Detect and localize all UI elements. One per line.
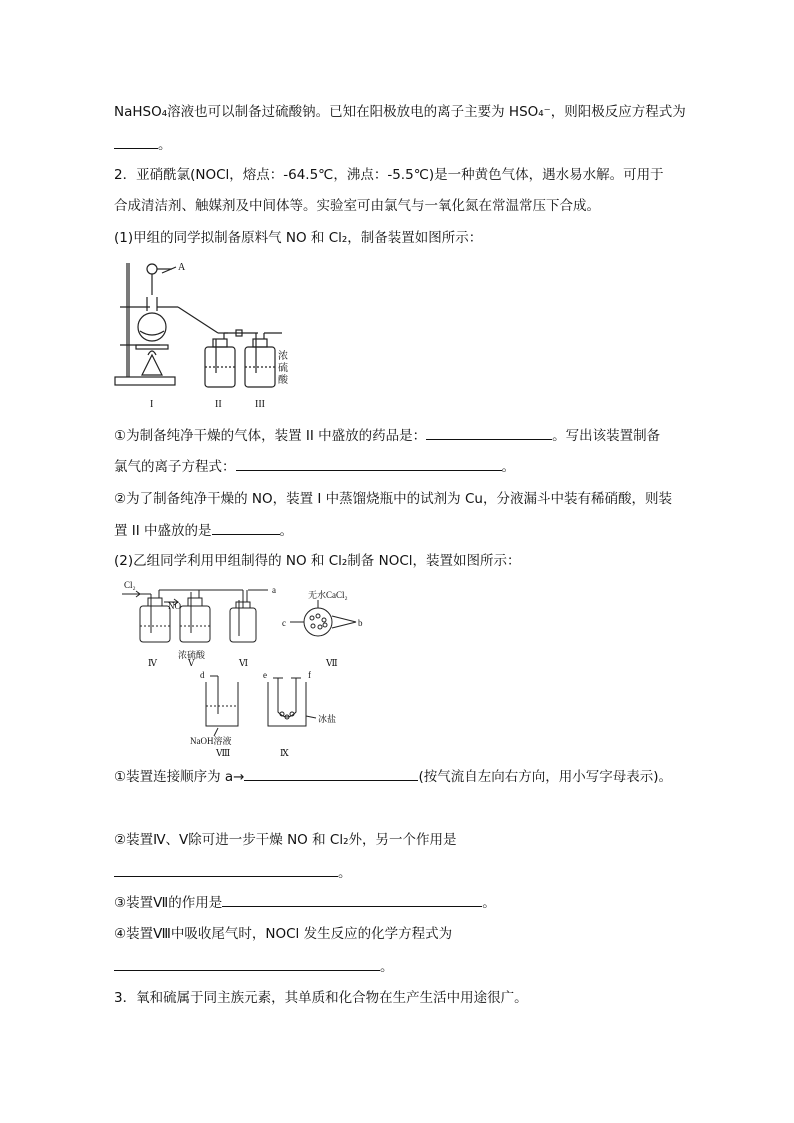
apparatus-figure-1 <box>110 255 300 415</box>
apparatus-figure-2 <box>118 578 378 760</box>
q2-1a2-text: 氯气的离子方程式： <box>114 459 236 475</box>
q2-2a-text: ①装置连接顺序为 a→ <box>114 769 245 785</box>
label-f: f <box>308 670 311 680</box>
label-acid: 浓硫酸 <box>178 650 206 660</box>
label-naoh: NaOH溶液 <box>190 736 232 746</box>
punct: 。 <box>158 137 172 153</box>
q2-1a-text: ①为制备纯净干燥的气体，装置 II 中盛放的药品是： <box>114 428 427 444</box>
q2-1b2-text: 置 II 中盛放的是 <box>114 523 212 539</box>
label-a2: a <box>272 585 276 595</box>
roman-viii: Ⅷ <box>216 748 231 758</box>
roman-iv: Ⅳ <box>148 658 157 668</box>
roman-i: I <box>150 399 154 410</box>
answer-blank[interactable] <box>426 425 552 440</box>
q2-2a-text-2: (按气流自左向右方向，用小写字母表示)。 <box>418 769 673 785</box>
q2-2a <box>114 766 672 787</box>
q2-1b: ②为了制备纯净干燥的 NO，装置 I 中蒸馏烧瓶中的试剂为 Cu，分液漏斗中装有稀硝酸，则装 <box>114 491 672 507</box>
q2-part1: (1)甲组的同学拟制备原料气 NO 和 Cl₂，制备装置如图所示： <box>114 230 483 246</box>
q3-title: 3．氧和硫属于同主族元素，其单质和化合物在生产生活中用途很广。 <box>114 990 528 1006</box>
roman-vi: Ⅵ <box>239 658 249 668</box>
answer-blank[interactable] <box>212 520 280 535</box>
q2-2c-text: ③装置Ⅶ的作用是 <box>114 895 223 911</box>
q2-1a <box>114 425 660 446</box>
answer-blank[interactable] <box>222 892 482 907</box>
q2-1a-text-2: 。写出该装置制备 <box>552 428 661 444</box>
q2-1a-2 <box>114 456 515 477</box>
q2-title: 2．亚硝酰氯(NOCl，熔点：-64.5℃，沸点：-5.5℃)是一种黄色气体，遇水易水解。可用于 <box>114 167 664 183</box>
intro-line: NaHSO₄溶液也可以制备过硫酸钠。已知在阳极放电的离子主要为 HSO₄⁻，则阳极反应方程式为 <box>114 104 686 120</box>
q2-2c <box>114 892 496 913</box>
roman-vii: Ⅶ <box>326 658 338 668</box>
intro-answer-line <box>114 134 172 155</box>
label-cacl2: 无水CaCl₂ <box>308 590 348 600</box>
acid-label-3: 酸 <box>278 375 288 386</box>
label-ice: 冰盐 <box>318 714 337 724</box>
answer-blank[interactable] <box>236 456 502 471</box>
q2-2d-2 <box>114 956 394 977</box>
label-a: A <box>178 262 186 273</box>
q2-2d: ④装置Ⅷ中吸收尾气时，NOCl 发生反应的化学方程式为 <box>114 926 453 942</box>
roman-ii: II <box>215 399 222 410</box>
q2-part2: (2)乙组同学利用甲组制得的 NO 和 Cl₂制备 NOCl，装置如图所示： <box>114 553 521 569</box>
punct: 。 <box>501 459 515 475</box>
label-b: b <box>358 618 363 628</box>
punct: 。 <box>279 523 294 539</box>
apparatus-1-drawing <box>110 255 300 415</box>
q2-2b: ②装置Ⅳ、Ⅴ除可进一步干燥 NO 和 Cl₂外，另一个作用是 <box>114 832 457 848</box>
roman-v: Ⅴ <box>188 658 195 668</box>
roman-ix: Ⅸ <box>280 748 289 758</box>
punct: 。 <box>482 895 496 911</box>
answer-blank[interactable] <box>114 956 380 971</box>
q2-title-2: 合成清洁剂、触媒剂及中间体等。实验室可由氯气与一氧化氮在常温常压下合成。 <box>114 198 600 214</box>
acid-label-1: 浓 <box>278 351 288 362</box>
label-d: d <box>200 670 205 680</box>
q2-1b-2 <box>114 520 293 541</box>
answer-blank[interactable] <box>114 134 158 149</box>
roman-iii: III <box>255 399 265 410</box>
label-cl2: Cl₂ <box>124 580 136 590</box>
q2-2b-2 <box>114 862 352 883</box>
label-c: c <box>282 618 286 628</box>
apparatus-2-drawing <box>118 578 378 760</box>
answer-blank[interactable] <box>114 862 338 877</box>
punct: 。 <box>380 959 394 975</box>
label-e: e <box>263 670 267 680</box>
label-no: NO <box>168 601 181 611</box>
punct: 。 <box>338 865 352 881</box>
answer-blank[interactable] <box>244 766 418 781</box>
acid-label-2: 硫 <box>278 363 288 374</box>
